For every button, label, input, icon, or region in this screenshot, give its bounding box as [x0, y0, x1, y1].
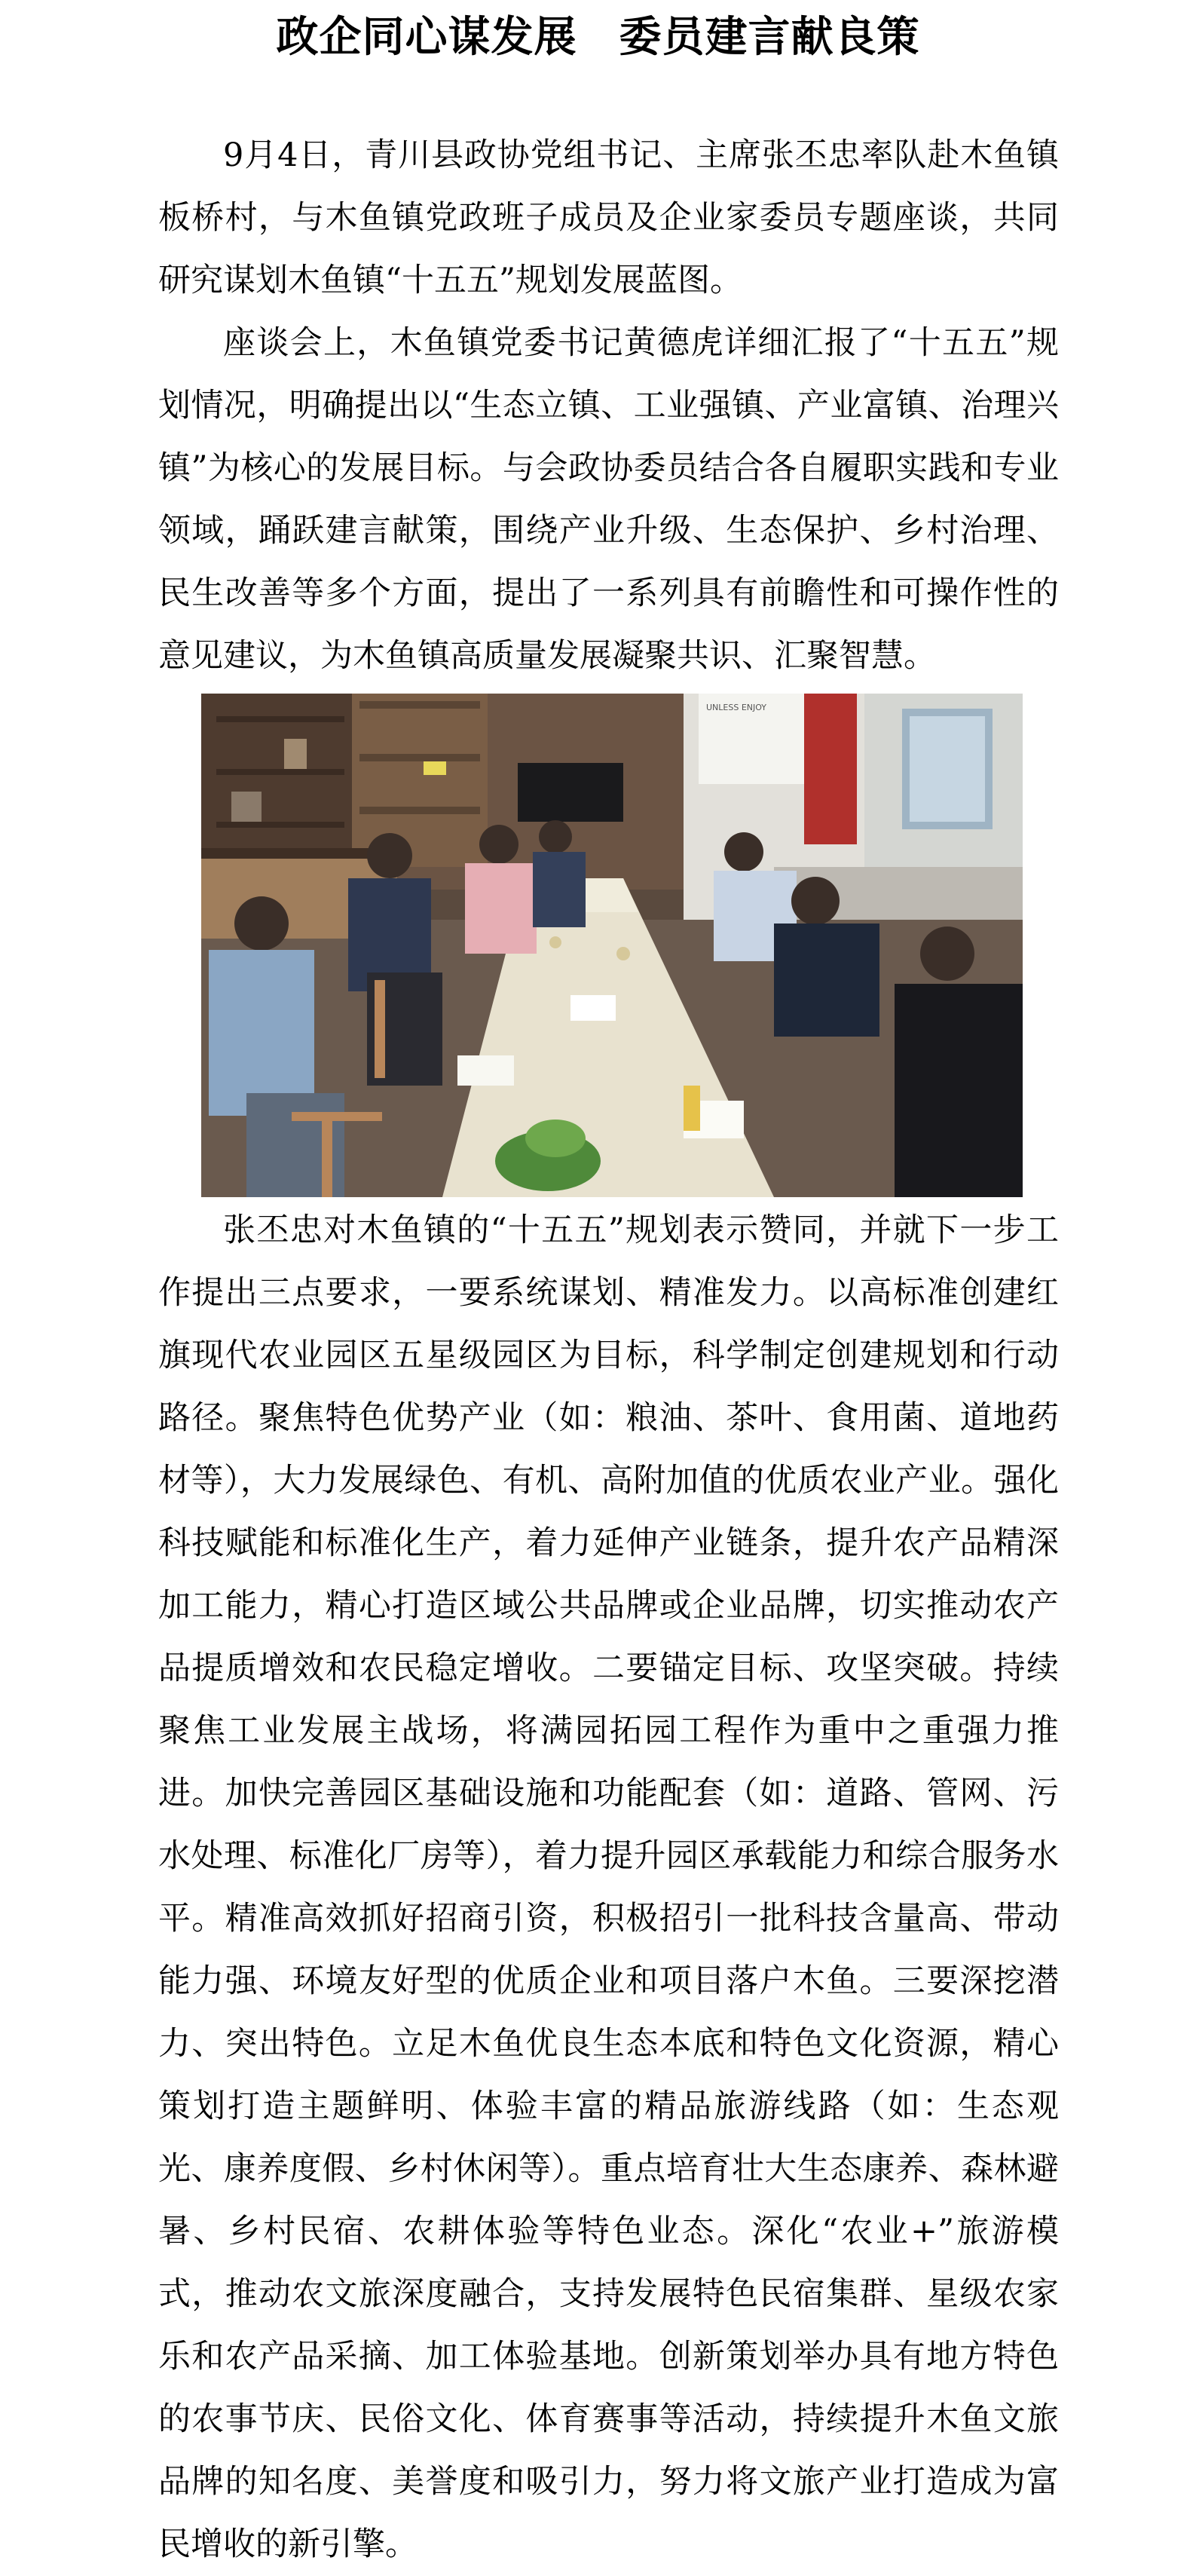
title-part-1: 政企同心谋发展 [276, 13, 577, 62]
title-part-2: 委员建言献良策 [619, 13, 920, 62]
article-title [0, 8, 1196, 68]
meeting-photo [201, 694, 1023, 1197]
photo-sign-text: UNLESS ENJOY [706, 703, 767, 712]
paragraph-meeting: 座谈会上，木鱼镇党委书记黄德虎详细汇报了“十五五”规划情况，明确提出以“生态立镇、工业强镇、产业富镇、治理兴镇”为核心的发展目标。与会政协委员结合各自履职实践和专业领域，踊跃建言献策，围绕产业升级、生态保护、乡村治理、民生改善等多个方面，提出了一系列具有前瞻性和可操作性的意见建议，为木鱼镇高质量发展凝聚共识、汇聚智慧。 [158, 324, 1059, 675]
paragraph-intro: 9月4日，青川县政协党组书记、主席张丕忠率队赴木鱼镇板桥村，与木鱼镇党政班子成员及企业家委员专题座谈，共同研究谋划木鱼镇“十五五”规划发展蓝图。 [158, 136, 1059, 299]
paragraph-requirements: 张丕忠对木鱼镇的“十五五”规划表示赞同，并就下一步工作提出三点要求，一要系统谋划、精准发力。以高标准创建红旗现代农业园区五星级园区为目标，科学制定创建规划和行动路径。聚焦特色优势产业（如：粮油、茶叶、食用菌、道地药材等），大力发展绿色、有机、高附加值的优质农业产业。强化科技赋能和标准化生产，着力延伸产业链条，提升农产品精深加工能力，精心打造区域公共品牌或企业品牌，切实推动农产品提质增效和农民稳定增收。二要锚定目标、攻坚突破。持续聚焦工业发展主战场，将满园拓园工程作为重中之重强力推进。加快完善园区基础设施和功能配套（如：道路、管网、污水处理、标准化厂房等），着力提升园区承载能力和综合服务水平。精准高效抓好招商引资，积极招引一批科技含量高、带动能力强、环境友好型的优质企业和项目落户木鱼。三要深挖潜力、突出特色。立足木鱼优良生态本底和特色文化资源，精心策划打造主题鲜明、体验丰富的精品旅游线路（如：生态观光、康养度假、乡村休闲等）。重点培育壮大生态康养、森林避暑、乡村民宿、农耕体验等特色业态。深化“农业+”旅游模式，推动农文旅深度融合，支持发展特色民宿集群、星级农家乐和农产品采摘、加工体验基地。创新策划举办具有地方特色的农事节庆、民俗文化、体育赛事等活动，持续提升木鱼文旅品牌的知名度、美誉度和吸引力，努力将文旅产业打造成为富民增收的新引擎。 [158, 1211, 1059, 2563]
